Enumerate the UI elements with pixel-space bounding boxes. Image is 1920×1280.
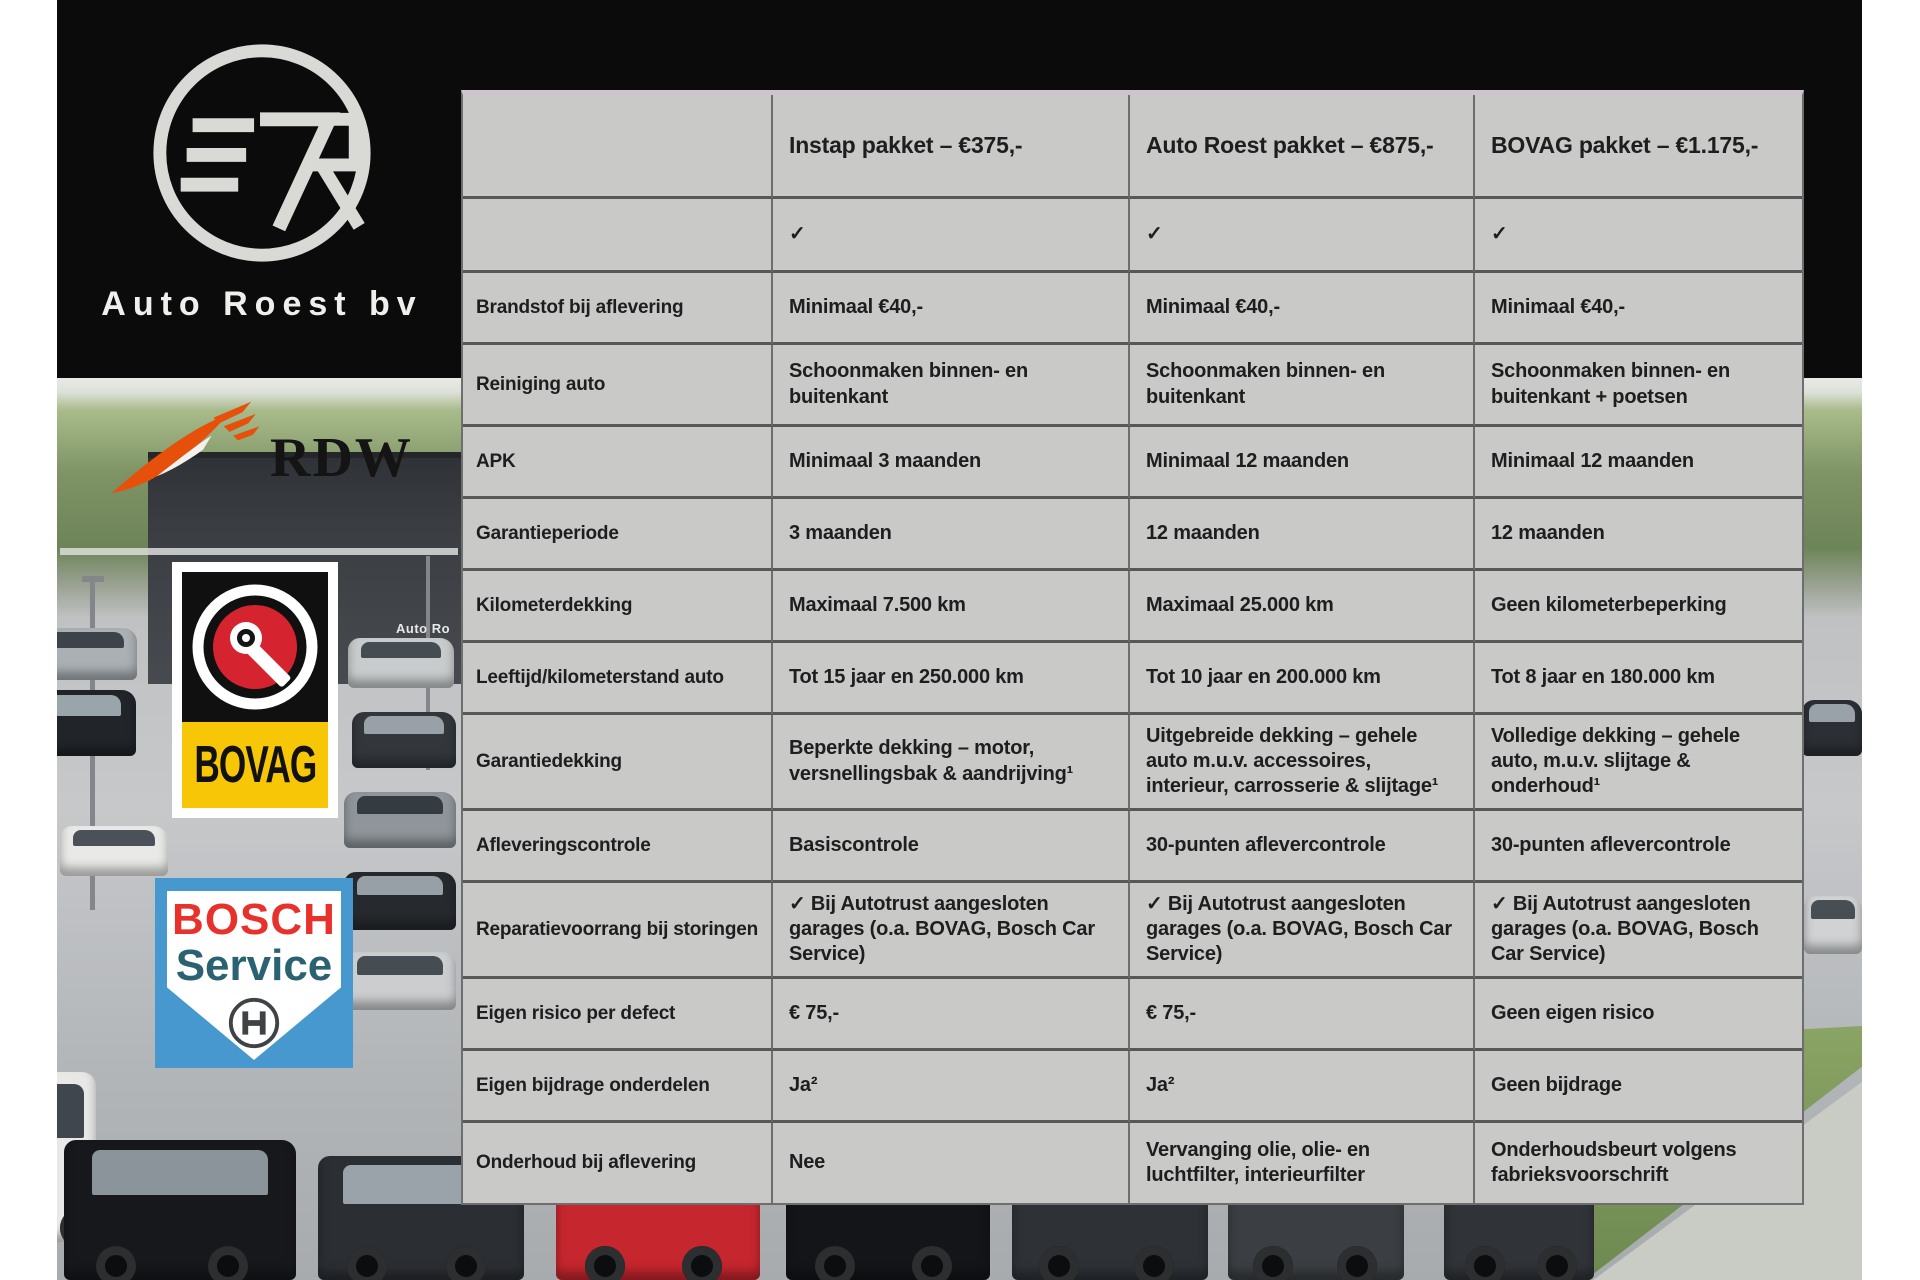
table-cell: € 75,- <box>773 979 1130 1051</box>
car-windows <box>357 796 442 814</box>
company-name: Auto Roest bv <box>101 285 423 323</box>
table-cell: Onderhoudsbeurt volgens fabrieksvoorschrift <box>1475 1123 1802 1203</box>
table-cell: Ja² <box>1130 1051 1475 1123</box>
table-cell: 30-punten aflevercontrole <box>1475 811 1802 883</box>
car-wheel <box>815 1246 855 1280</box>
auto-roest-logo <box>67 34 457 321</box>
table-cell: Beperkte dekking – motor, versnellingsbak & aandrijving¹ <box>773 715 1130 811</box>
table-cell: Minimaal 12 maanden <box>1475 427 1802 499</box>
table-cell: Schoonmaken binnen- en buitenkant <box>1130 345 1475 427</box>
car-windows <box>1811 900 1855 919</box>
table-cell: Maximaal 7.500 km <box>773 571 1130 643</box>
car-windows <box>1809 704 1855 722</box>
row-label: Garantiedekking <box>463 715 773 811</box>
check-cell: ✓ <box>773 199 1130 273</box>
car-wheel <box>1537 1246 1577 1280</box>
car-wheel <box>1465 1246 1505 1280</box>
row-label: Brandstof bij aflevering <box>463 273 773 345</box>
corner-cell <box>463 95 773 199</box>
building-sign: Auto Ro <box>396 621 451 636</box>
car-wheel <box>1337 1246 1377 1280</box>
rdw-swoosh-icon <box>108 392 268 500</box>
table-cell: Geen bijdrage <box>1475 1051 1802 1123</box>
car-windows <box>364 716 443 734</box>
car-wheel <box>585 1246 625 1280</box>
car-windows <box>73 830 155 846</box>
table-cell: Ja² <box>773 1051 1130 1123</box>
table-cell: 3 maanden <box>773 499 1130 571</box>
car-wheel <box>347 1246 387 1280</box>
table-cell: Tot 15 jaar en 250.000 km <box>773 643 1130 715</box>
row-label: Garantieperiode <box>463 499 773 571</box>
car-wheel <box>1134 1246 1174 1280</box>
bovag-emblem-panel <box>182 572 328 722</box>
table-cell: ✓ Bij Autotrust aangesloten garages (o.a. BOVAG, Bosch Car Service) <box>1130 883 1475 979</box>
table-cell: Basiscontrole <box>773 811 1130 883</box>
table-cell: Tot 10 jaar en 200.000 km <box>1130 643 1475 715</box>
rdw-wordmark: RDW <box>270 427 413 489</box>
row-label: Kilometerdekking <box>463 571 773 643</box>
car-windows <box>361 642 442 658</box>
car-wheel <box>446 1246 486 1280</box>
table-cell: Minimaal 12 maanden <box>1130 427 1475 499</box>
bosch-armature-icon <box>225 994 283 1052</box>
table-cell: 12 maanden <box>1475 499 1802 571</box>
car-windows <box>357 876 442 895</box>
bovag-wordmark-panel <box>182 722 328 808</box>
table-cell: Tot 8 jaar en 180.000 km <box>1475 643 1802 715</box>
bovag-logo <box>172 562 338 818</box>
column-header: Instap pakket – €375,- <box>773 95 1130 199</box>
car-windows <box>357 956 442 975</box>
parked-car <box>344 872 456 930</box>
rdw-logo <box>108 392 413 510</box>
row-label: APK <box>463 427 773 499</box>
table-cell: Volledige dekking – gehele auto, m.u.v. slijtage & onderhoud¹ <box>1475 715 1802 811</box>
bosch-service-logo <box>155 878 353 1068</box>
table-cell: Vervanging olie, olie- en luchtfilter, interieurfilter <box>1130 1123 1475 1203</box>
check-cell: ✓ <box>1130 199 1475 273</box>
parked-car <box>1802 700 1862 756</box>
table-cell: Minimaal €40,- <box>1130 273 1475 345</box>
bovag-wordmark: BOVAG <box>193 736 317 794</box>
light-pole-head <box>82 576 104 582</box>
table-cell: Geen kilometerbeperking <box>1475 571 1802 643</box>
table-cell: € 75,- <box>1130 979 1475 1051</box>
table-cell: Schoonmaken binnen- en buitenkant <box>773 345 1130 427</box>
fence <box>60 548 458 555</box>
table-cell: 30-punten aflevercontrole <box>1130 811 1475 883</box>
row-label: Reiniging auto <box>463 345 773 427</box>
check-cell: ✓ <box>1475 199 1802 273</box>
table-cell: 12 maanden <box>1130 499 1475 571</box>
table-cell: ✓ Bij Autotrust aangesloten garages (o.a. BOVAG, Bosch Car Service) <box>773 883 1130 979</box>
table-cell: Minimaal €40,- <box>773 273 1130 345</box>
table-cell: Uitgebreide dekking – gehele auto m.u.v. accessoires, interieur, carrosserie & slijtage¹ <box>1130 715 1475 811</box>
car-wheel <box>682 1246 722 1280</box>
table-cell: Schoonmaken binnen- en buitenkant + poetsen <box>1475 345 1802 427</box>
parked-car <box>344 792 456 848</box>
row-label: Eigen bijdrage onderdelen <box>463 1051 773 1123</box>
car-windows <box>92 1150 268 1195</box>
table-cell: Minimaal 3 maanden <box>773 427 1130 499</box>
table-cell: Minimaal €40,- <box>1475 273 1802 345</box>
bosch-service-wordmark: Service <box>175 941 333 990</box>
car-wheel <box>912 1246 952 1280</box>
auto-roest-monogram-icon <box>143 34 381 272</box>
car-wheel <box>208 1246 248 1280</box>
right-margin <box>1862 0 1920 1280</box>
row-label: Afleveringscontrole <box>463 811 773 883</box>
parked-car <box>60 826 168 876</box>
column-header: BOVAG pakket – €1.175,- <box>1475 95 1802 199</box>
package-comparison-table <box>461 90 1804 1205</box>
column-header: Auto Roest pakket – €875,- <box>1130 95 1475 199</box>
row-label: Onderhoud bij aflevering <box>463 1123 773 1203</box>
row-label: Reparatievoorrang bij storingen <box>463 883 773 979</box>
left-margin <box>0 0 57 1280</box>
table-cell: Maximaal 25.000 km <box>1130 571 1475 643</box>
row-label: Leeftijd/kilometerstand auto <box>463 643 773 715</box>
bovag-emblem-icon <box>182 572 328 722</box>
parked-car <box>348 638 454 688</box>
car-wheel <box>1039 1246 1079 1280</box>
parked-car <box>344 952 456 1010</box>
bosch-wordmark: BOSCH <box>172 895 336 944</box>
table-cell: ✓ Bij Autotrust aangesloten garages (o.a. BOVAG, Bosch Car Service) <box>1475 883 1802 979</box>
row-label: Eigen risico per defect <box>463 979 773 1051</box>
table-cell: Geen eigen risico <box>1475 979 1802 1051</box>
car-wheel <box>96 1246 136 1280</box>
car-wheel <box>1253 1246 1293 1280</box>
parked-car <box>1804 896 1862 954</box>
parked-car <box>64 1140 296 1280</box>
table-cell: Nee <box>773 1123 1130 1203</box>
row-label <box>463 199 773 273</box>
parked-car <box>352 712 456 768</box>
